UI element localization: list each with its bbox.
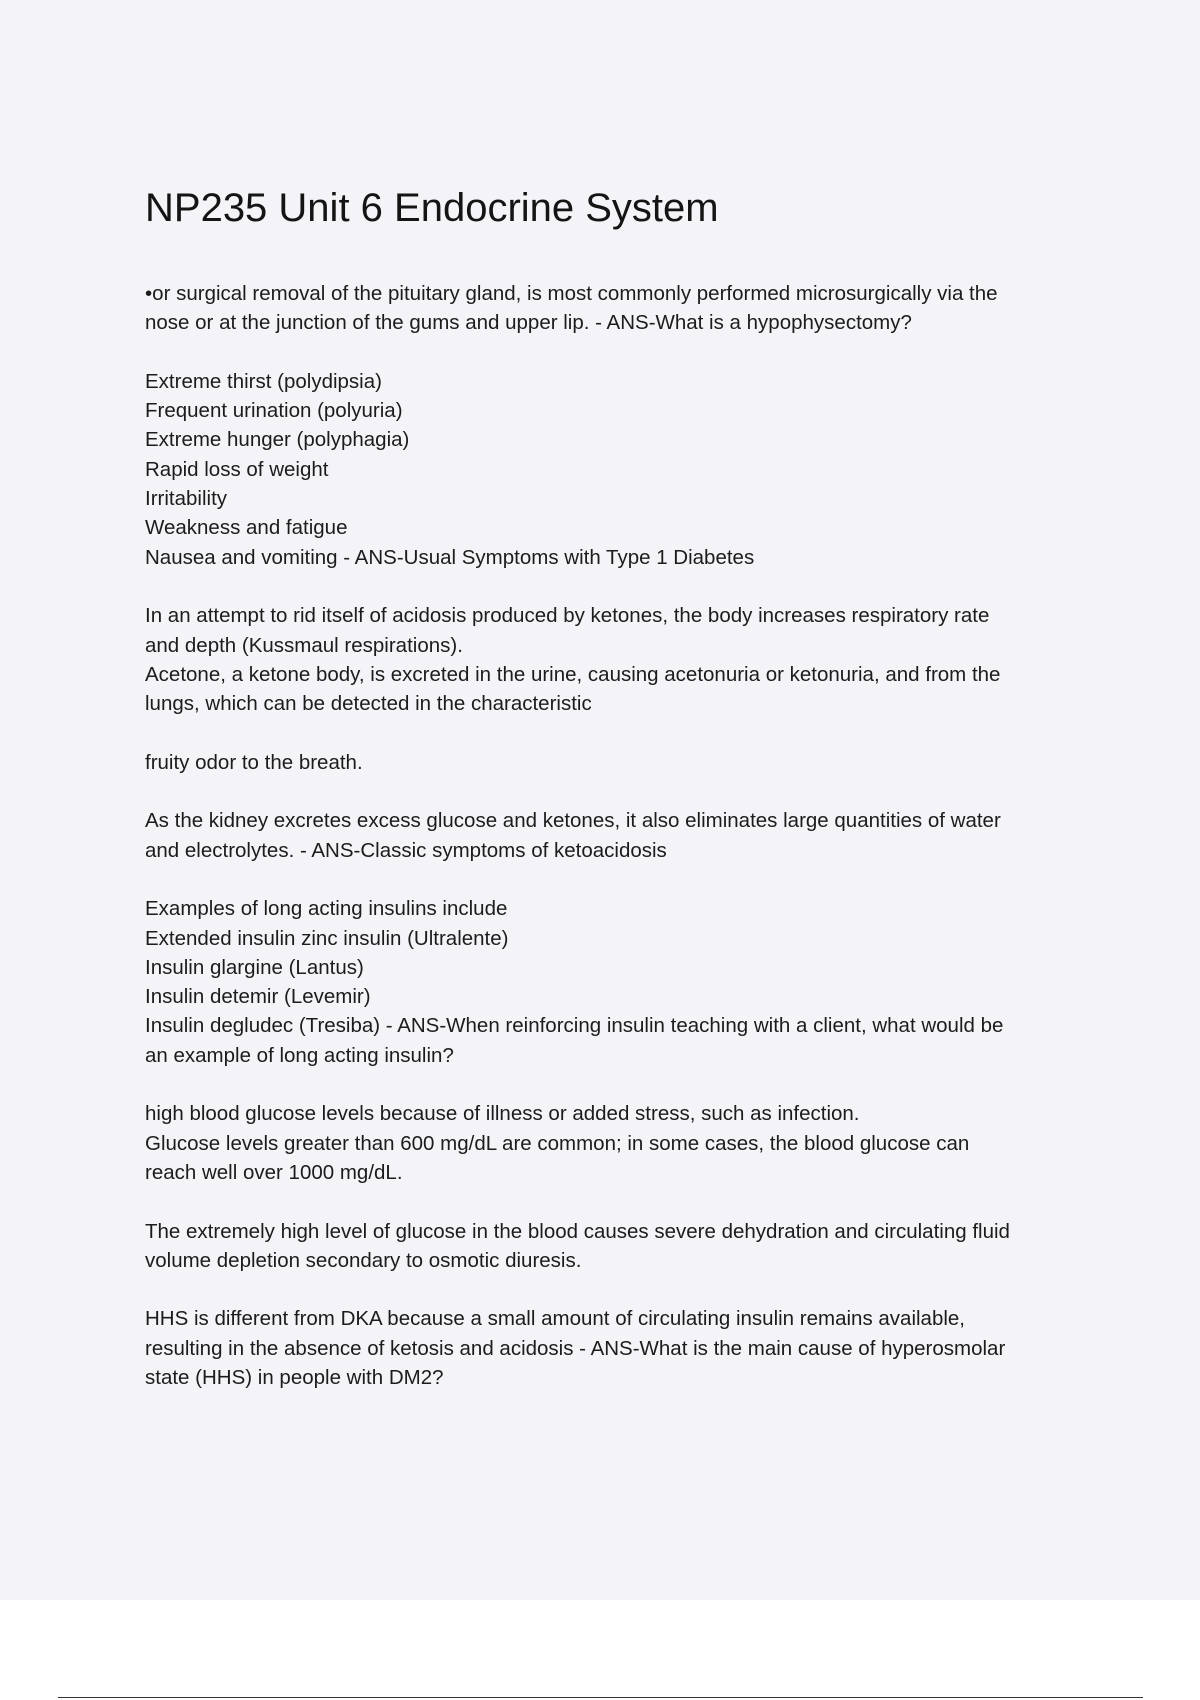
paragraph-gap bbox=[145, 777, 1090, 806]
text-line: and depth (Kussmaul respirations). bbox=[145, 633, 463, 657]
text-line: high blood glucose levels because of illness or added stress, such as infection. bbox=[145, 1102, 860, 1126]
text-line: Examples of long acting insulins include bbox=[145, 897, 508, 921]
text-line: resulting in the absence of ketosis and acidosis - ANS-What is the main cause of hyperosmolar bbox=[145, 1336, 1006, 1360]
paragraph-gap bbox=[145, 1070, 1090, 1099]
text-line: Nausea and vomiting - ANS-Usual Symptoms with Type 1 Diabetes bbox=[145, 545, 755, 569]
text-line: Extreme thirst (polydipsia) bbox=[145, 369, 382, 393]
text-line: lungs, which can be detected in the characteristic bbox=[145, 692, 592, 716]
paragraph bbox=[145, 748, 1090, 777]
text-line: Extreme hunger (polyphagia) bbox=[145, 428, 410, 452]
text-line: HHS is different from DKA because a small amount of circulating insulin remains available, bbox=[145, 1307, 965, 1331]
footer-divider bbox=[58, 1697, 1143, 1698]
text-line: In an attempt to rid itself of acidosis produced by ketones, the body increases respiratory rate bbox=[145, 604, 990, 628]
paragraph-gap bbox=[145, 865, 1090, 894]
paragraph bbox=[145, 601, 1090, 718]
paragraph-gap bbox=[145, 1187, 1090, 1216]
text-line: Acetone, a ketone body, is excreted in the urine, causing acetonuria or ketonuria, and from the bbox=[145, 662, 1001, 686]
paragraph-gap bbox=[145, 338, 1090, 367]
text-line: The extremely high level of glucose in the blood causes severe dehydration and circulating fluid bbox=[145, 1219, 1010, 1243]
paragraph bbox=[145, 279, 1090, 338]
paragraph bbox=[145, 367, 1090, 572]
text-line: Insulin detemir (Levemir) bbox=[145, 985, 371, 1009]
text-line: fruity odor to the breath. bbox=[145, 750, 363, 774]
text-line: Rapid loss of weight bbox=[145, 457, 329, 481]
text-line: nose or at the junction of the gums and upper lip. - ANS-What is a hypophysectomy? bbox=[145, 311, 912, 335]
paragraph bbox=[145, 1217, 1090, 1276]
text-line: Weakness and fatigue bbox=[145, 516, 348, 540]
paragraph bbox=[145, 1099, 1090, 1187]
text-line: an example of long acting insulin? bbox=[145, 1043, 454, 1067]
text-line: •or surgical removal of the pituitary gland, is most commonly performed microsurgically via the bbox=[145, 282, 998, 305]
paragraph-gap bbox=[145, 1275, 1090, 1304]
text-line: Insulin glargine (Lantus) bbox=[145, 955, 364, 979]
text-line: Insulin degludec (Tresiba) - ANS-When reinforcing insulin teaching with a client, what would be bbox=[145, 1014, 1004, 1038]
document-body bbox=[145, 279, 1090, 1392]
text-line: Irritability bbox=[145, 487, 228, 511]
paragraph-gap bbox=[145, 572, 1090, 601]
text-line: As the kidney excretes excess glucose and ketones, it also eliminates large quantities of water bbox=[145, 809, 1001, 833]
paragraph bbox=[145, 806, 1090, 865]
paragraph bbox=[145, 1304, 1090, 1392]
text-line: volume depletion secondary to osmotic diuresis. bbox=[145, 1248, 582, 1272]
text-line: and electrolytes. - ANS-Classic symptoms of ketoacidosis bbox=[145, 838, 667, 862]
paragraph-gap bbox=[145, 718, 1090, 747]
text-line: reach well over 1000 mg/dL. bbox=[145, 1160, 403, 1184]
paragraph bbox=[145, 894, 1090, 1070]
text-line: Frequent urination (polyuria) bbox=[145, 399, 403, 423]
text-line: Extended insulin zinc insulin (Ultralente) bbox=[145, 926, 509, 950]
document-title: NP235 Unit 6 Endocrine System bbox=[145, 186, 719, 230]
text-line: state (HHS) in people with DM2? bbox=[145, 1365, 444, 1389]
text-line: Glucose levels greater than 600 mg/dL are common; in some cases, the blood glucose can bbox=[145, 1131, 970, 1155]
